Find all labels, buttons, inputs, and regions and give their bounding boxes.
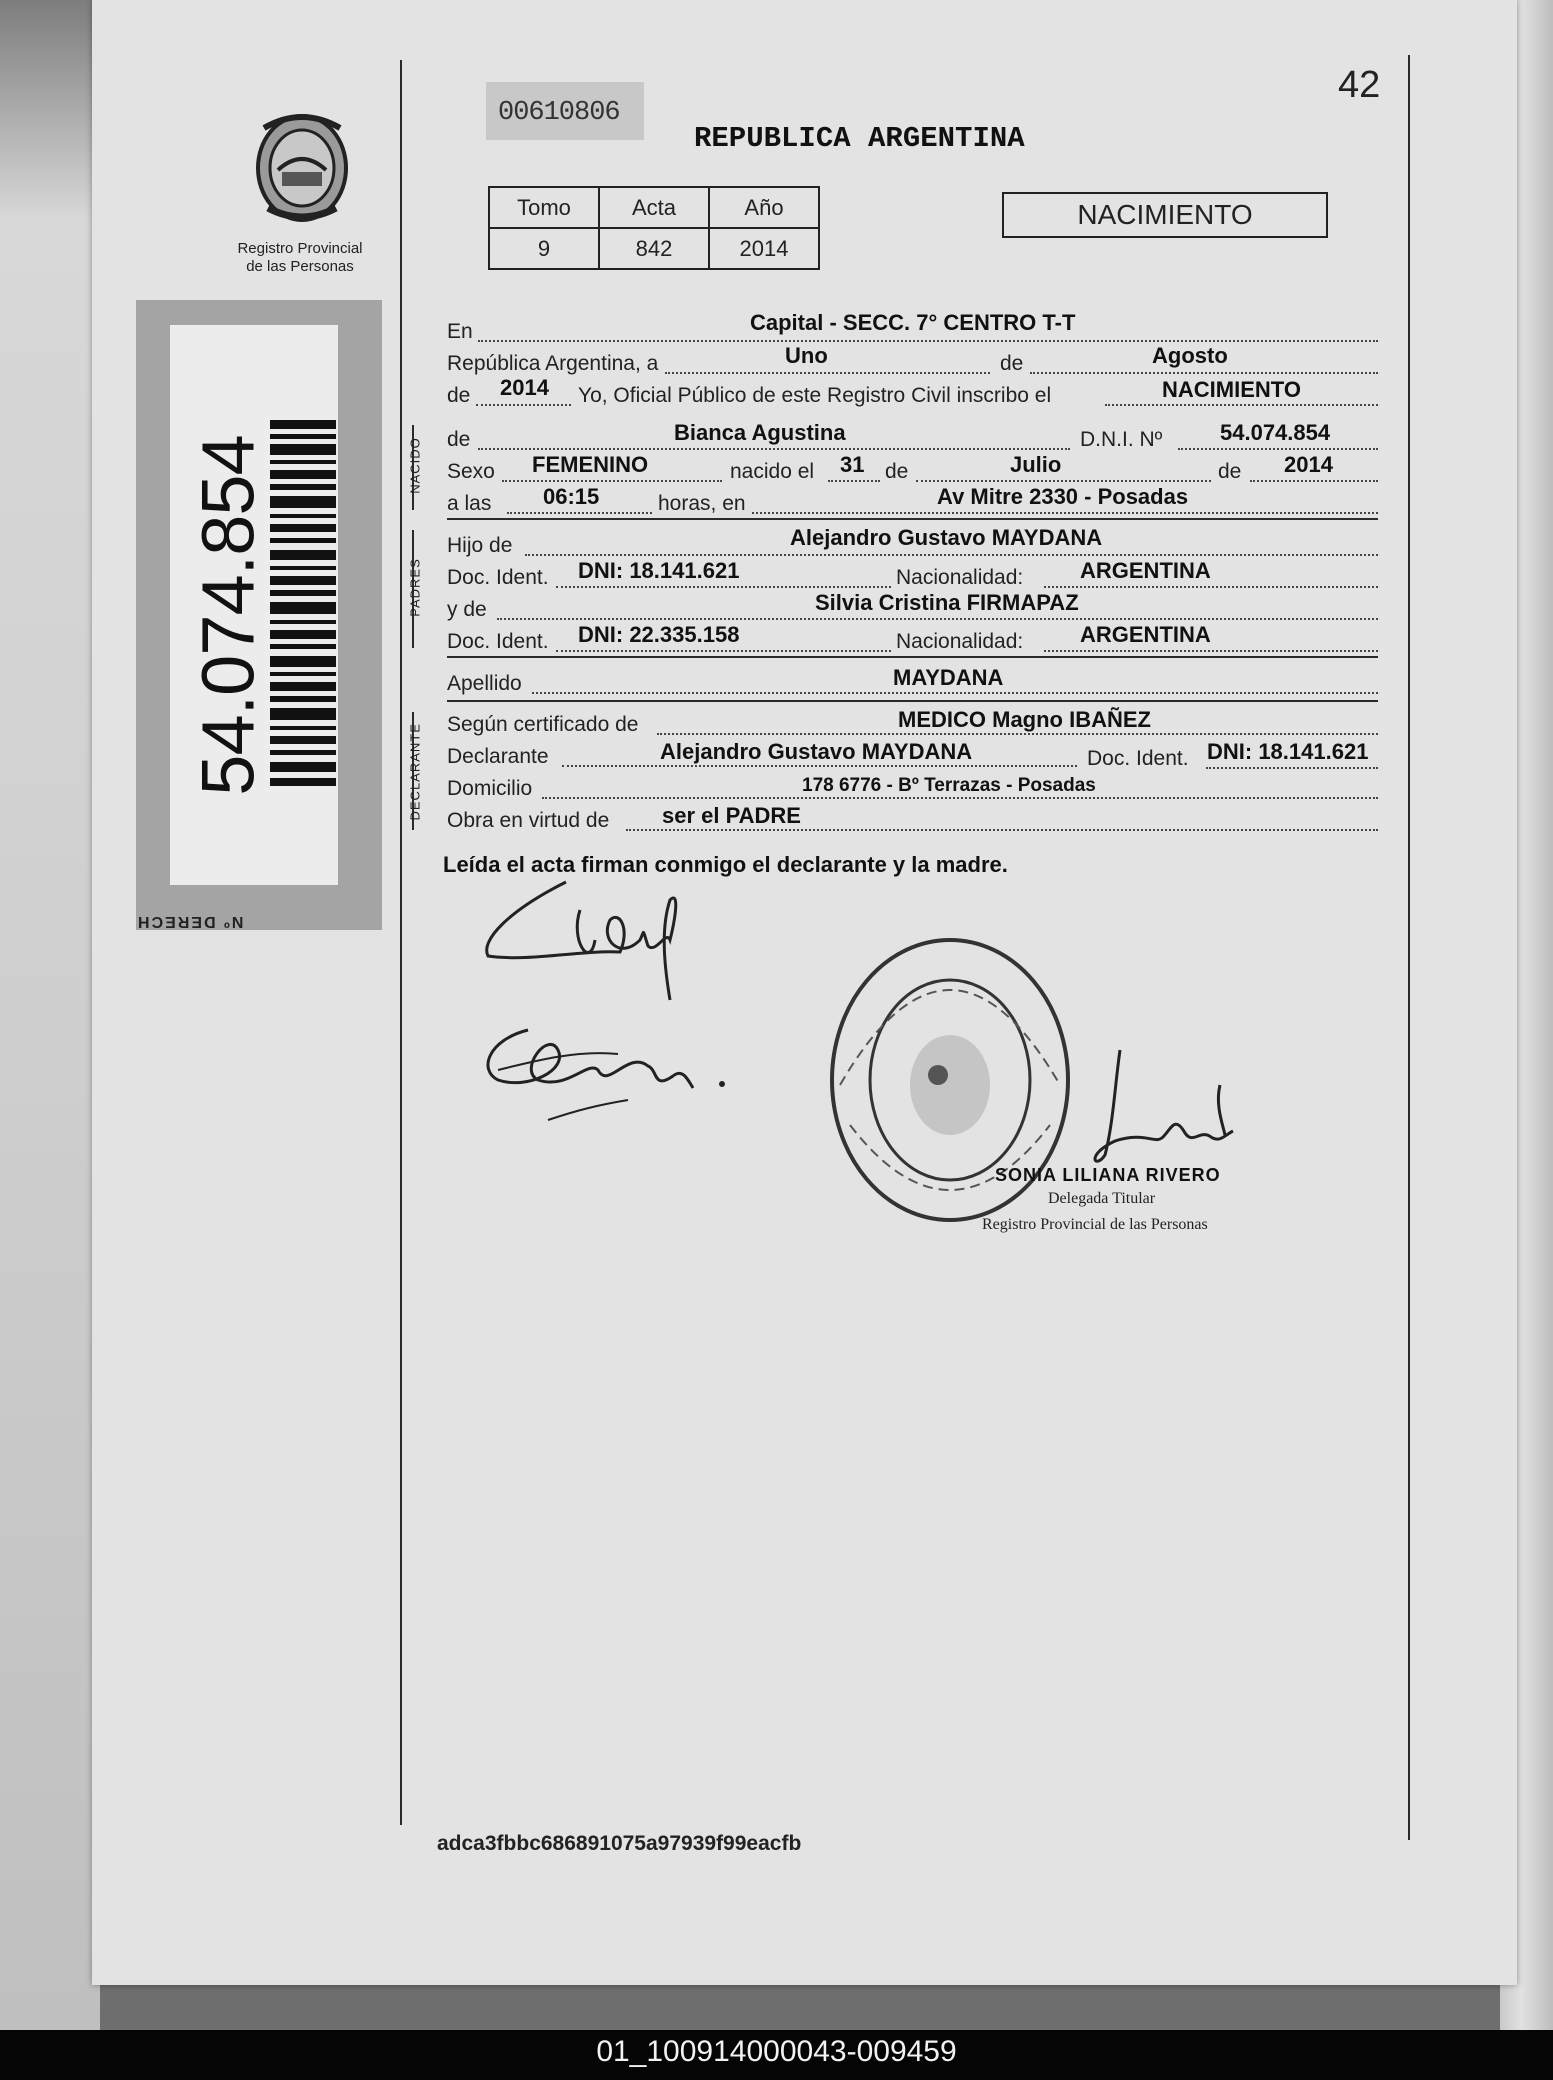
declarante-doc-value: DNI: 18.141.621 <box>1207 739 1369 764</box>
nacido-de3-label: de <box>1218 460 1242 483</box>
father-name-value: Alejandro Gustavo MAYDANA <box>790 525 1103 550</box>
father-line <box>525 554 1378 556</box>
document-page <box>92 0 1517 1985</box>
birth-hour-value: 06:15 <box>543 484 600 509</box>
hijo-de-label: Hijo de <box>447 534 513 557</box>
month-line <box>1030 372 1378 374</box>
domicilio-line <box>542 797 1378 799</box>
mother-doc-label: Doc. Ident. <box>447 630 549 653</box>
intro-day-value: Uno <box>785 343 828 368</box>
background-left <box>0 0 100 2030</box>
apellido-value: MAYDANA <box>893 665 1004 690</box>
registry-line-2: de las Personas <box>246 258 354 275</box>
serial-number: 00610806 <box>498 98 620 128</box>
left-margin-rule <box>400 60 402 1825</box>
father-doc-value: DNI: 18.141.621 <box>578 558 740 583</box>
cert-line <box>657 733 1378 735</box>
obra-value: ser el PADRE <box>662 803 801 828</box>
mother-doc-line <box>556 650 891 652</box>
mother-signature-icon <box>478 1010 738 1130</box>
mother-line <box>497 618 1378 620</box>
father-doc-label: Doc. Ident. <box>447 566 549 589</box>
page-number: 42 <box>1338 64 1381 106</box>
record-type-box: NACIMIENTO <box>1002 192 1328 238</box>
official-seal-icon <box>820 925 1080 1235</box>
intro-de-label: de <box>1000 352 1024 375</box>
en-value: Capital - SECC. 7° CENTRO T-T <box>750 310 1076 335</box>
barcode-bars-icon <box>270 420 336 790</box>
intro-year-value: 2014 <box>500 375 549 400</box>
closing-sentence: Leída el acta firman conmigo el declarante y la madre. <box>443 852 1008 877</box>
horas-en-label: horas, en <box>658 492 746 515</box>
declarante-doc-line <box>1206 767 1378 769</box>
year-line <box>476 404 571 406</box>
birth-month-value: Julio <box>1010 452 1062 477</box>
barcode-number-text: 54.074.854 <box>186 435 270 796</box>
nacido-de2-label: de <box>885 460 909 483</box>
hour-line <box>507 512 652 514</box>
cert-label: Según certificado de <box>447 713 639 736</box>
birth-year-line <box>1250 480 1378 482</box>
a-las-label: a las <box>447 492 492 515</box>
declarante-value: Alejandro Gustavo MAYDANA <box>660 739 973 764</box>
father-nac-label: Nacionalidad: <box>896 566 1024 589</box>
nacido-de-label: de <box>447 428 471 451</box>
registry-line-1: Registro Provincial <box>237 240 363 257</box>
child-name-value: Bianca Agustina <box>674 420 846 445</box>
place-line <box>752 512 1378 514</box>
apellido-line <box>532 692 1378 694</box>
record-table <box>488 186 820 270</box>
en-label: En <box>447 320 473 343</box>
mother-nac-value: ARGENTINA <box>1080 622 1211 647</box>
section-divider-3 <box>447 700 1378 702</box>
section-label-declarante: DECLARANTE <box>407 723 423 821</box>
value-ano: 2014 <box>709 228 819 269</box>
mother-doc-value: DNI: 22.335.158 <box>578 622 740 647</box>
declarante-line <box>562 765 1077 767</box>
declarante-doc-label: Doc. Ident. <box>1087 747 1189 770</box>
birth-place-value: Av Mitre 2330 - Posadas <box>937 484 1189 509</box>
registry-label <box>200 240 400 276</box>
domicilio-value: 178 6776 - Bº Terrazas - Posadas <box>802 775 1096 796</box>
country-title: REPUBLICA ARGENTINA <box>694 122 1025 155</box>
birth-year-value: 2014 <box>1284 452 1333 477</box>
inscribo-value: NACIMIENTO <box>1162 377 1301 402</box>
father-nac-value: ARGENTINA <box>1080 558 1211 583</box>
header-acta: Acta <box>599 187 709 228</box>
birth-day-value: 31 <box>840 452 865 477</box>
value-acta: 842 <box>599 228 709 269</box>
mother-nac-line <box>1044 650 1378 652</box>
dni-line <box>1178 448 1378 450</box>
father-doc-line <box>556 586 891 588</box>
declarant-signature-icon <box>470 870 710 1010</box>
section-divider-1 <box>447 518 1378 520</box>
officer-title: Delegada Titular <box>1048 1190 1156 1207</box>
name-line <box>478 448 1070 450</box>
apellido-label: Apellido <box>447 672 522 695</box>
father-nac-line <box>1044 586 1378 588</box>
header-tomo: Tomo <box>489 187 599 228</box>
sexo-line <box>502 480 722 482</box>
officer-name: SONIA LILIANA RIVERO <box>995 1165 1221 1185</box>
inscribo-label: Yo, Oficial Público de este Registro Civil inscribo el <box>578 384 1052 407</box>
mother-name-value: Silvia Cristina FIRMAPAZ <box>815 590 1079 615</box>
domicilio-label: Domicilio <box>447 777 533 800</box>
section-label-padres: PADRES <box>407 558 423 617</box>
section-divider-2 <box>447 656 1378 658</box>
barcode-stub-text: Nº DERECH <box>136 913 244 930</box>
nacido-el-label: nacido el <box>730 460 815 483</box>
officer-org: Registro Provincial de las Personas <box>982 1216 1208 1233</box>
declarante-label: Declarante <box>447 745 549 768</box>
republica-label: República Argentina, a <box>447 352 659 375</box>
section-label-nacido: NACIDO <box>407 437 423 494</box>
child-dni-value: 54.074.854 <box>1220 420 1331 445</box>
intro-month-value: Agosto <box>1152 343 1228 368</box>
y-de-label: y de <box>447 598 487 621</box>
day-line <box>665 372 990 374</box>
cert-value: MEDICO Magno IBAÑEZ <box>898 707 1151 732</box>
header-ano: Año <box>709 187 819 228</box>
inscribo-line <box>1105 404 1378 406</box>
dni-label: D.N.I. Nº <box>1080 428 1163 451</box>
footer-file-id: 01_100914000043-009459 <box>596 2035 957 2068</box>
province-seal-icon <box>250 108 354 226</box>
mother-nac-label: Nacionalidad: <box>896 630 1024 653</box>
en-line <box>478 340 1378 342</box>
value-tomo: 9 <box>489 228 599 269</box>
birth-month-line <box>916 480 1211 482</box>
sexo-label: Sexo <box>447 460 495 483</box>
obra-label: Obra en virtud de <box>447 809 610 832</box>
obra-line <box>626 829 1378 831</box>
document-hash: adca3fbbc686891075a97939f99eacfb <box>437 1832 802 1855</box>
birth-day-line <box>828 480 880 482</box>
intro-de2-label: de <box>447 384 471 407</box>
sexo-value: FEMENINO <box>532 452 649 477</box>
right-margin-rule <box>1408 55 1410 1840</box>
officer-signature-icon <box>1075 1045 1275 1175</box>
